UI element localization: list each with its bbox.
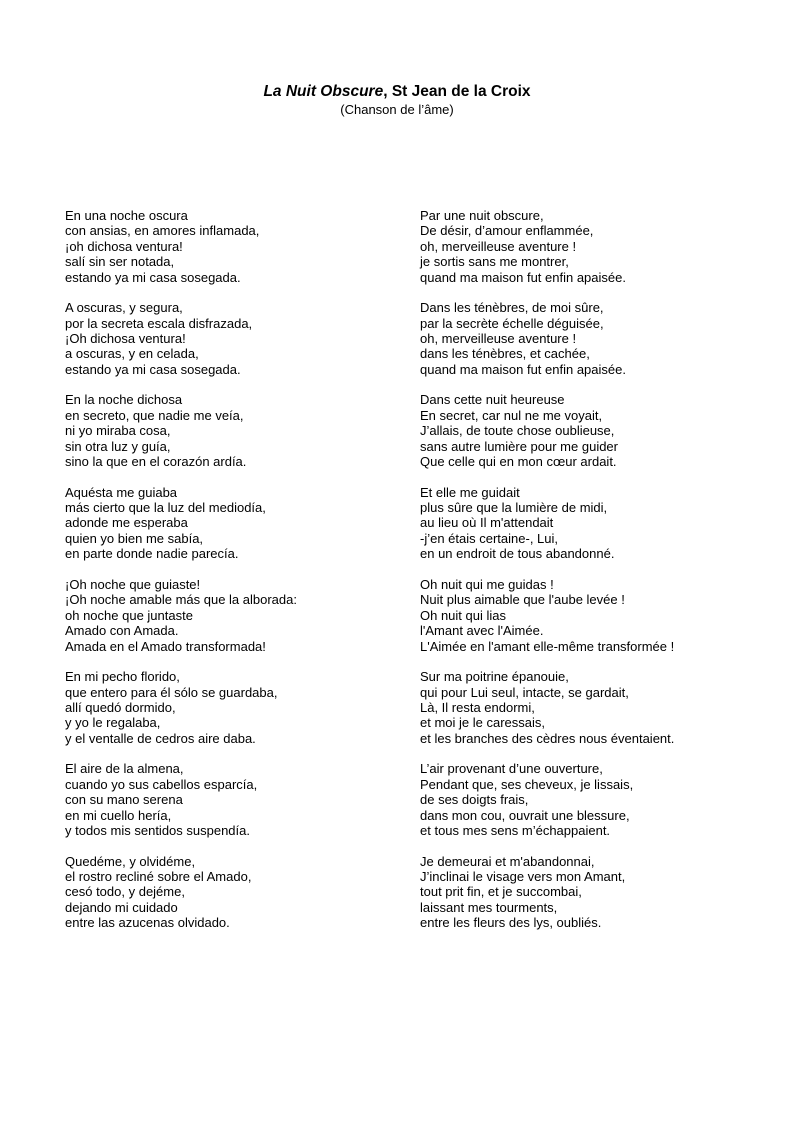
spanish-stanza xyxy=(65,854,395,931)
french-verse-line: plus sûre que la lumière de midi, xyxy=(420,500,608,516)
french-stanza xyxy=(420,300,760,377)
spanish-verse-line: quien yo bien me sabía, xyxy=(65,530,204,546)
spanish-stanza xyxy=(65,669,395,746)
french-verse-line: de ses doigts frais, xyxy=(420,792,529,808)
spanish-verse-line: oh noche que juntaste xyxy=(65,607,193,623)
french-verse-line: L’air provenant d’une ouverture, xyxy=(420,761,603,777)
spanish-verse-line: En mi pecho florido, xyxy=(65,669,180,685)
french-verse-line: Par une nuit obscure, xyxy=(420,208,544,223)
french-verse-line: Et elle me guidait xyxy=(420,484,520,500)
spanish-verse-line: más cierto que la luz del mediodía, xyxy=(65,500,266,516)
french-verse-line: dans les ténèbres, et cachée, xyxy=(420,346,590,362)
spanish-verse-line: El aire de la almena, xyxy=(65,761,184,777)
spanish-verse-line: En la noche dichosa xyxy=(65,392,183,408)
spanish-verse-line: Amada en el Amado transformada! xyxy=(65,638,266,654)
title-separator: , xyxy=(383,83,392,100)
spanish-verse-line: ¡oh dichosa ventura! xyxy=(65,238,183,254)
french-verse-line: je sortis sans me montrer, xyxy=(420,254,569,270)
spanish-verse-line: A oscuras, y segura, xyxy=(65,300,183,316)
french-stanza xyxy=(420,577,760,654)
spanish-verse-line: y yo le regalaba, xyxy=(65,715,161,731)
header xyxy=(0,82,794,118)
work-title: La Nuit Obscure xyxy=(263,83,384,100)
spanish-verse-line: sin otra luz y guía, xyxy=(65,438,171,454)
french-stanza xyxy=(420,669,760,746)
french-verse-line: et tous mes sens m’échappaient. xyxy=(420,822,611,838)
french-verse-line: en un endroit de tous abandonné. xyxy=(420,546,615,562)
spanish-verse-line: cuando yo sus cabellos esparcía, xyxy=(65,776,258,792)
author-name: St Jean de la Croix xyxy=(391,83,531,100)
spanish-verse-line: ¡Oh noche que guiaste! xyxy=(65,576,201,592)
spanish-verse-line: ni yo miraba cosa, xyxy=(65,423,171,439)
french-stanza xyxy=(420,761,760,838)
spanish-verse-line: estando ya mi casa sosegada. xyxy=(65,269,241,285)
french-verse-line: laissant mes tourments, xyxy=(420,899,558,915)
french-verse-line: Là, Il resta endormi, xyxy=(420,699,535,715)
spanish-stanza xyxy=(65,485,395,562)
french-stanza xyxy=(420,392,760,469)
french-verse-line: quand ma maison fut enfin apaisée. xyxy=(420,361,626,377)
spanish-verse-line: con su mano serena xyxy=(65,792,183,808)
french-verse-line: De désir, d’amour enflammée, xyxy=(420,223,594,239)
spanish-verse-line: a oscuras, y en celada, xyxy=(65,346,199,362)
french-verse-line: et les branches des cèdres nous éventaient. xyxy=(420,730,675,746)
french-stanza xyxy=(420,485,760,562)
spanish-stanza xyxy=(65,577,395,654)
french-verse-line: tout prit fin, et je succombai, xyxy=(420,884,582,900)
spanish-stanza xyxy=(65,300,395,377)
french-column xyxy=(420,208,760,946)
spanish-verse-line: Quedéme, y olvidéme, xyxy=(65,853,196,869)
french-verse-line: entre les fleurs des lys, oubliés. xyxy=(420,915,602,931)
french-verse-line: Je demeurai et m'abandonnai, xyxy=(420,853,595,869)
spanish-verse-line: En una noche oscura xyxy=(65,208,188,223)
french-verse-line: oh, merveilleuse aventure ! xyxy=(420,331,577,347)
spanish-stanza xyxy=(65,761,395,838)
spanish-verse-line: Amado con Amada. xyxy=(65,623,179,639)
spanish-verse-line: cesó todo, y dejéme, xyxy=(65,884,185,900)
spanish-verse-line: en parte donde nadie parecía. xyxy=(65,546,239,562)
french-verse-line: par la secrète échelle déguisée, xyxy=(420,315,604,331)
spanish-verse-line: adonde me esperaba xyxy=(65,515,188,531)
french-verse-line: Que celle qui en mon cœur ardait. xyxy=(420,454,617,470)
spanish-verse-line: ¡Oh noche amable más que la alborada: xyxy=(65,592,297,608)
french-verse-line: Nuit plus aimable que l'aube levée ! xyxy=(420,592,625,608)
spanish-verse-line: entre las azucenas olvidado. xyxy=(65,915,230,931)
french-verse-line: L'Aimée en l'amant elle-même transformée ! xyxy=(420,638,675,654)
french-verse-line: l'Amant avec l'Aimée. xyxy=(420,623,544,639)
french-verse-line: et moi je le caressais, xyxy=(420,715,545,731)
french-verse-line: Pendant que, ses cheveux, je lissais, xyxy=(420,776,634,792)
spanish-column xyxy=(65,208,395,946)
french-stanza xyxy=(420,208,760,285)
french-verse-line: qui pour Lui seul, intacte, se gardait, xyxy=(420,684,629,700)
spanish-stanza xyxy=(65,208,395,285)
french-verse-line: J’allais, de toute chose oublieuse, xyxy=(420,423,615,439)
spanish-verse-line: Aquésta me guiaba xyxy=(65,484,178,500)
french-verse-line: Dans cette nuit heureuse xyxy=(420,392,565,408)
spanish-verse-line: estando ya mi casa sosegada. xyxy=(65,361,241,377)
spanish-stanza xyxy=(65,392,395,469)
spanish-verse-line: con ansias, en amores inflamada, xyxy=(65,223,260,239)
spanish-verse-line: allí quedó dormido, xyxy=(65,699,176,715)
french-verse-line: au lieu où Il m'attendait xyxy=(420,515,554,531)
page-subtitle: (Chanson de l’âme) xyxy=(340,102,454,117)
spanish-verse-line: que entero para él sólo se guardaba, xyxy=(65,684,278,700)
french-verse-line: Oh nuit qui lias xyxy=(420,607,506,623)
french-verse-line: Dans les ténèbres, de moi sûre, xyxy=(420,300,604,316)
spanish-verse-line: salí sin ser notada, xyxy=(65,254,175,270)
french-verse-line: En secret, car nul ne me voyait, xyxy=(420,407,603,423)
spanish-verse-line: dejando mi cuidado xyxy=(65,899,178,915)
spanish-verse-line: el rostro recliné sobre el Amado, xyxy=(65,868,252,884)
french-verse-line: quand ma maison fut enfin apaisée. xyxy=(420,269,626,285)
spanish-verse-line: por la secreta escala disfrazada, xyxy=(65,315,253,331)
french-verse-line: oh, merveilleuse aventure ! xyxy=(420,238,577,254)
spanish-verse-line: y todos mis sentidos suspendía. xyxy=(65,822,250,838)
spanish-verse-line: en secreto, que nadie me veía, xyxy=(65,407,244,423)
french-verse-line: sans autre lumière pour me guider xyxy=(420,438,618,454)
french-verse-line: Oh nuit qui me guidas ! xyxy=(420,576,554,592)
spanish-verse-line: sino la que en el corazón ardía. xyxy=(65,454,247,470)
french-verse-line: J’inclinai le visage vers mon Amant, xyxy=(420,868,626,884)
page-title xyxy=(0,82,794,102)
spanish-verse-line: en mi cuello hería, xyxy=(65,807,172,823)
spanish-verse-line: y el ventalle de cedros aire daba. xyxy=(65,730,256,746)
french-stanza xyxy=(420,854,760,931)
french-verse-line: Sur ma poitrine épanouie, xyxy=(420,669,569,685)
spanish-verse-line: ¡Oh dichosa ventura! xyxy=(65,331,186,347)
french-verse-line: -j’en étais certaine-, Lui, xyxy=(420,530,559,546)
french-verse-line: dans mon cou, ouvrait une blessure, xyxy=(420,807,630,823)
